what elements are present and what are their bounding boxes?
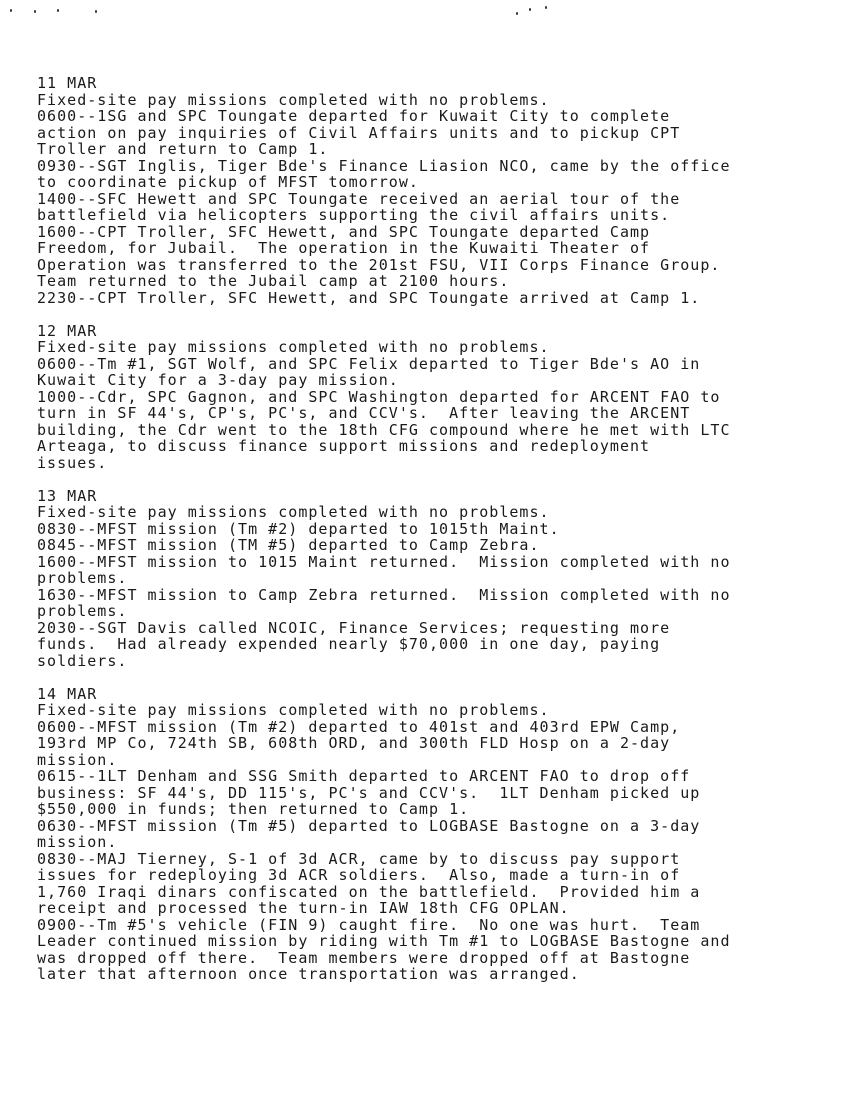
scan-artifact-dot (545, 6, 547, 9)
log-line: 2030--SGT Davis called NCOIC, Finance Services; requesting more (37, 618, 671, 637)
section-date: 13 MAR (37, 486, 98, 505)
log-line: 0600--1SG and SPC Toungate departed for Kuwait City to complete (37, 107, 671, 125)
log-line: Freedom, for Jubail. The operation in the Kuwaiti Theater of (37, 239, 651, 257)
scan-artifact-dot (516, 12, 518, 15)
log-line: 0930--SGT Inglis, Tiger Bde's Finance Liasion NCO, came by the office (37, 156, 731, 175)
scan-artifact-dot (57, 9, 59, 12)
log-line: issues. (37, 453, 108, 472)
log-line: Arteaga, to discuss finance support missions and redeployment (37, 437, 651, 455)
log-line: later that afternoon once transportation was arranged. (37, 965, 580, 983)
log-line: Fixed-site pay missions completed with no problems. (37, 503, 550, 521)
log-line: Team returned to the Jubail camp at 2100 hours. (37, 272, 510, 290)
log-line: problems. (37, 569, 128, 587)
log-line: mission. (37, 833, 118, 851)
log-section (37, 75, 840, 306)
log-line: 193rd MP Co, 724th SB, 608th ORD, and 300th FLD Hosp on a 2-day (37, 734, 671, 752)
log-line: 1600--CPT Troller, SFC Hewett, and SPC Toungate departed Camp (37, 222, 651, 241)
log-line: soldiers. (37, 651, 128, 670)
log-line: Leader continued mission by riding with Tm #1 to LOGBASE Bastogne and (37, 932, 731, 950)
log-line: 0845--MFST mission (TM #5) departed to Camp Zebra. (37, 536, 540, 554)
section-date: 14 MAR (37, 684, 98, 703)
log-line: business: SF 44's, DD 115's, PC's and CCV's. 1LT Denham picked up (37, 783, 701, 802)
scan-artifact-dot (529, 8, 531, 11)
scan-artifact-dot (10, 9, 12, 12)
log-line: 0600--MFST mission (Tm #2) departed to 401st and 403rd EPW Camp, (37, 717, 681, 736)
log-line: Fixed-site pay missions completed with no problems. (37, 338, 550, 356)
log-line: Fixed-site pay missions completed with no problems. (37, 90, 550, 109)
log-line: problems. (37, 602, 128, 620)
scan-artifact-dot (34, 10, 36, 13)
log-line: receipt and processed the turn-in IAW 18th CFG OPLAN. (37, 899, 570, 917)
log-line: Operation was transferred to the 201st FSU, VII Corps Finance Group. (37, 255, 721, 274)
log-line: to coordinate pickup of MFST tomorrow. (37, 173, 419, 191)
scan-artifact-dot (95, 10, 97, 13)
log-line: 0830--MFST mission (Tm #2) departed to 1015th Maint. (37, 519, 560, 538)
log-section (37, 323, 840, 472)
log-line: was dropped off there. Team members were dropped off at Bastogne (37, 948, 691, 967)
log-line: Kuwait City for a 3-day pay mission. (37, 371, 399, 389)
log-line: $550,000 in funds; then returned to Camp 1. (37, 800, 470, 818)
log-line: 0630--MFST mission (Tm #5) departed to LOGBASE Bastogne on a 3-day (37, 816, 701, 835)
log-line: 1000--Cdr, SPC Gagnon, and SPC Washington departed for ARCENT FAO to (37, 387, 721, 406)
log-line: 0830--MAJ Tierney, S-1 of 3d ACR, came by to discuss pay support (37, 849, 681, 868)
log-line: funds. Had already expended nearly $70,000 in one day, paying (37, 635, 661, 653)
log-line: 2230--CPT Troller, SFC Hewett, and SPC Toungate arrived at Camp 1. (37, 288, 701, 307)
log-line: mission. (37, 750, 118, 769)
section-date: 11 MAR (37, 74, 98, 92)
section-date: 12 MAR (37, 321, 98, 340)
log-line: building, the Cdr went to the 18th CFG compound where he met with LTC (37, 420, 731, 439)
log-line: battlefield via helicopters supporting the civil affairs units. (37, 206, 671, 224)
log-line: 1630--MFST mission to Camp Zebra returned. Mission completed with no (37, 585, 731, 604)
log-line: 0615--1LT Denham and SSG Smith departed to ARCENT FAO to drop off (37, 767, 691, 785)
log-line: action on pay inquiries of Civil Affairs units and to pickup CPT (37, 123, 681, 142)
log-line: Troller and return to Camp 1. (37, 140, 329, 158)
log-line: Fixed-site pay missions completed with no problems. (37, 701, 550, 719)
log-line: 0600--Tm #1, SGT Wolf, and SPC Felix departed to Tiger Bde's AO in (37, 354, 701, 373)
log-line: 0900--Tm #5's vehicle (FIN 9) caught fire. No one was hurt. Team (37, 915, 701, 934)
log-section (37, 686, 840, 983)
document-body (37, 75, 840, 999)
log-section (37, 488, 840, 670)
log-line: 1600--MFST mission to 1015 Maint returned. Mission completed with no (37, 552, 731, 571)
log-line: 1,760 Iraqi dinars confiscated on the battlefield. Provided him a (37, 882, 701, 901)
log-line: turn in SF 44's, CP's, PC's, and CCV's. After leaving the ARCENT (37, 404, 691, 422)
log-line: issues for redeploying 3d ACR soldiers. Also, made a turn-in of (37, 866, 681, 884)
log-line: 1400--SFC Hewett and SPC Toungate received an aerial tour of the (37, 189, 681, 208)
